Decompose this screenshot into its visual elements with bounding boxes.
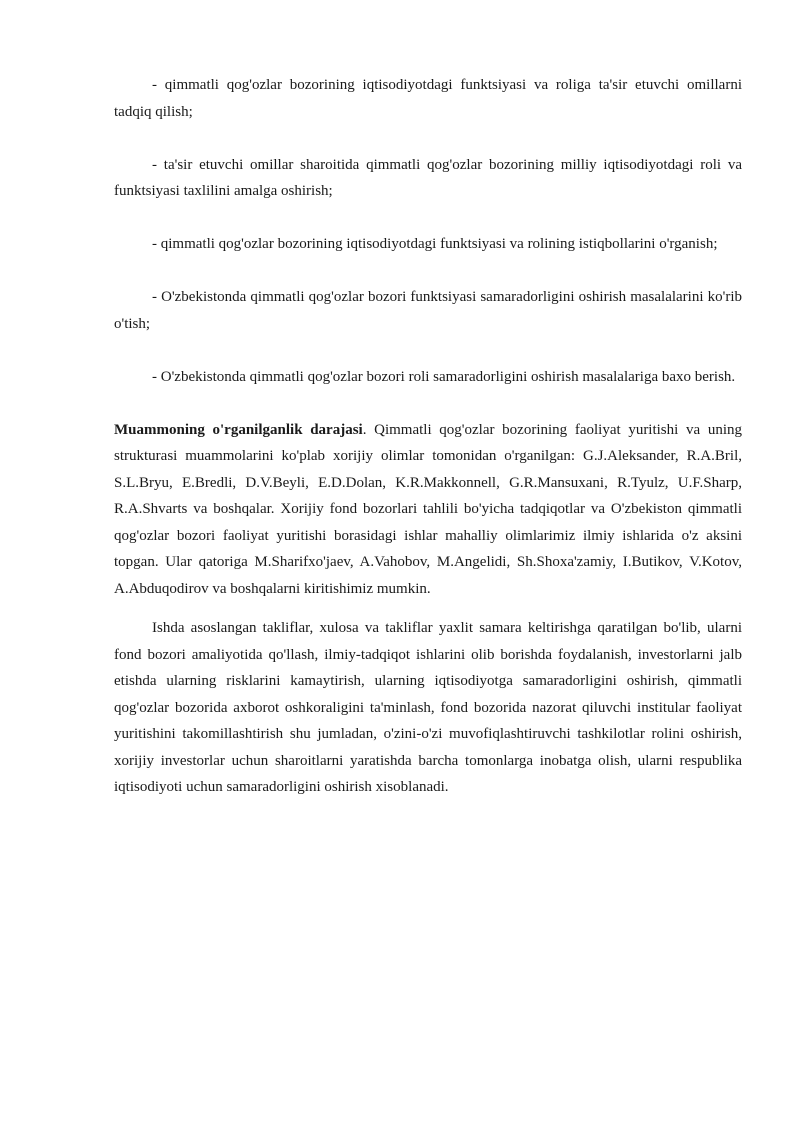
conclusion-paragraph: Ishda asoslangan takliflar, xulosa va takliflar yaxlit samara keltirishga qaratilgan bo'lib, ularni fond bozori amaliyotida qo'llash, ilmiy-tadqiqot ishlarini olib borishda foydalanish, investorlarni jalb etishda ularning risklarini kamaytirish, ularning iqtisodiyotga samaradorligini oshirish, qimmatli qog'ozlar bozorida axborot oshkoraligini ta'minlash, fond bozorida nazorat qiluvchi institular faoliyat yuritishini takomillashtirish shu jumladan, o'zini-o'zi muvofiqlashtiruvchi tashkilotlar rolini oshirish, xorijiy investorlar uchun sharoitlarni yaratishda barcha tomonlarga inobatga olish, ularni respublika iqtisodiyoti uchun samaradorligini oshirish xisoblanadi. xyxy=(114,620,742,795)
objective-item: - qimmatli qog'ozlar bozorining iqtisodiyotdagi funktsiyasi va rolining istiqbollarini o'rganish; xyxy=(152,236,718,252)
study-degree-heading: Muammoning o'rganilganlik darajasi xyxy=(114,421,363,438)
objective-item: - ta'sir etuvchi omillar sharoitida qimmatli qog'ozlar bozorining milliy iqtisodiyotdagi roli va funktsiyasi taxlilini amalga oshirish; xyxy=(114,156,742,199)
document-body xyxy=(114,72,742,801)
study-degree-text: . Qimmatli qog'ozlar bozorining faoliyat yuritishi va uning strukturasi muammolarini ko'plab xorijiy olimlar tomonidan o'rganilgan: G.J.Aleksander, R.A.Bril, S.L.Bryu, E.Bredli, D.V.Beyli, E.D.Dolan, K.R.Makkonnell, G.R.Mansuxani, R.Tyulz, U.F.Sharp, R.A.Shvarts va boshqalar. Xorijiy fond bozorlari tahlili bo'yicha tadqiqotlar va O'zbekiston qimmatli qog'ozlar bozori faoliyat yuritishi borasidagi ishlar mahalliy olimlarimiz ilmiy ishlarida o'z aksini topgan. Ular qatoriga M.Sharifxo'jaev, A.Vahobov, M.Angelidi, Sh.Shoxa'zamiy, I.Butikov, V.Kotov, A.Abduqodirov va boshqalarni kiritishimiz mumkin. xyxy=(114,421,742,597)
objective-item: - qimmatli qog'ozlar bozorining iqtisodiyotdagi funktsiyasi va roliga ta'sir etuvchi omillarni tadqiq qilish; xyxy=(114,77,742,120)
objective-item: - O'zbekistonda qimmatli qog'ozlar bozori funktsiyasi samaradorligini oshirish masalalarini ko'rib o'tish; xyxy=(114,289,742,332)
study-degree-paragraph xyxy=(114,417,742,603)
objective-item: - O'zbekistonda qimmatli qog'ozlar bozori roli samaradorligini oshirish masalalariga baxo berish. xyxy=(152,368,736,385)
